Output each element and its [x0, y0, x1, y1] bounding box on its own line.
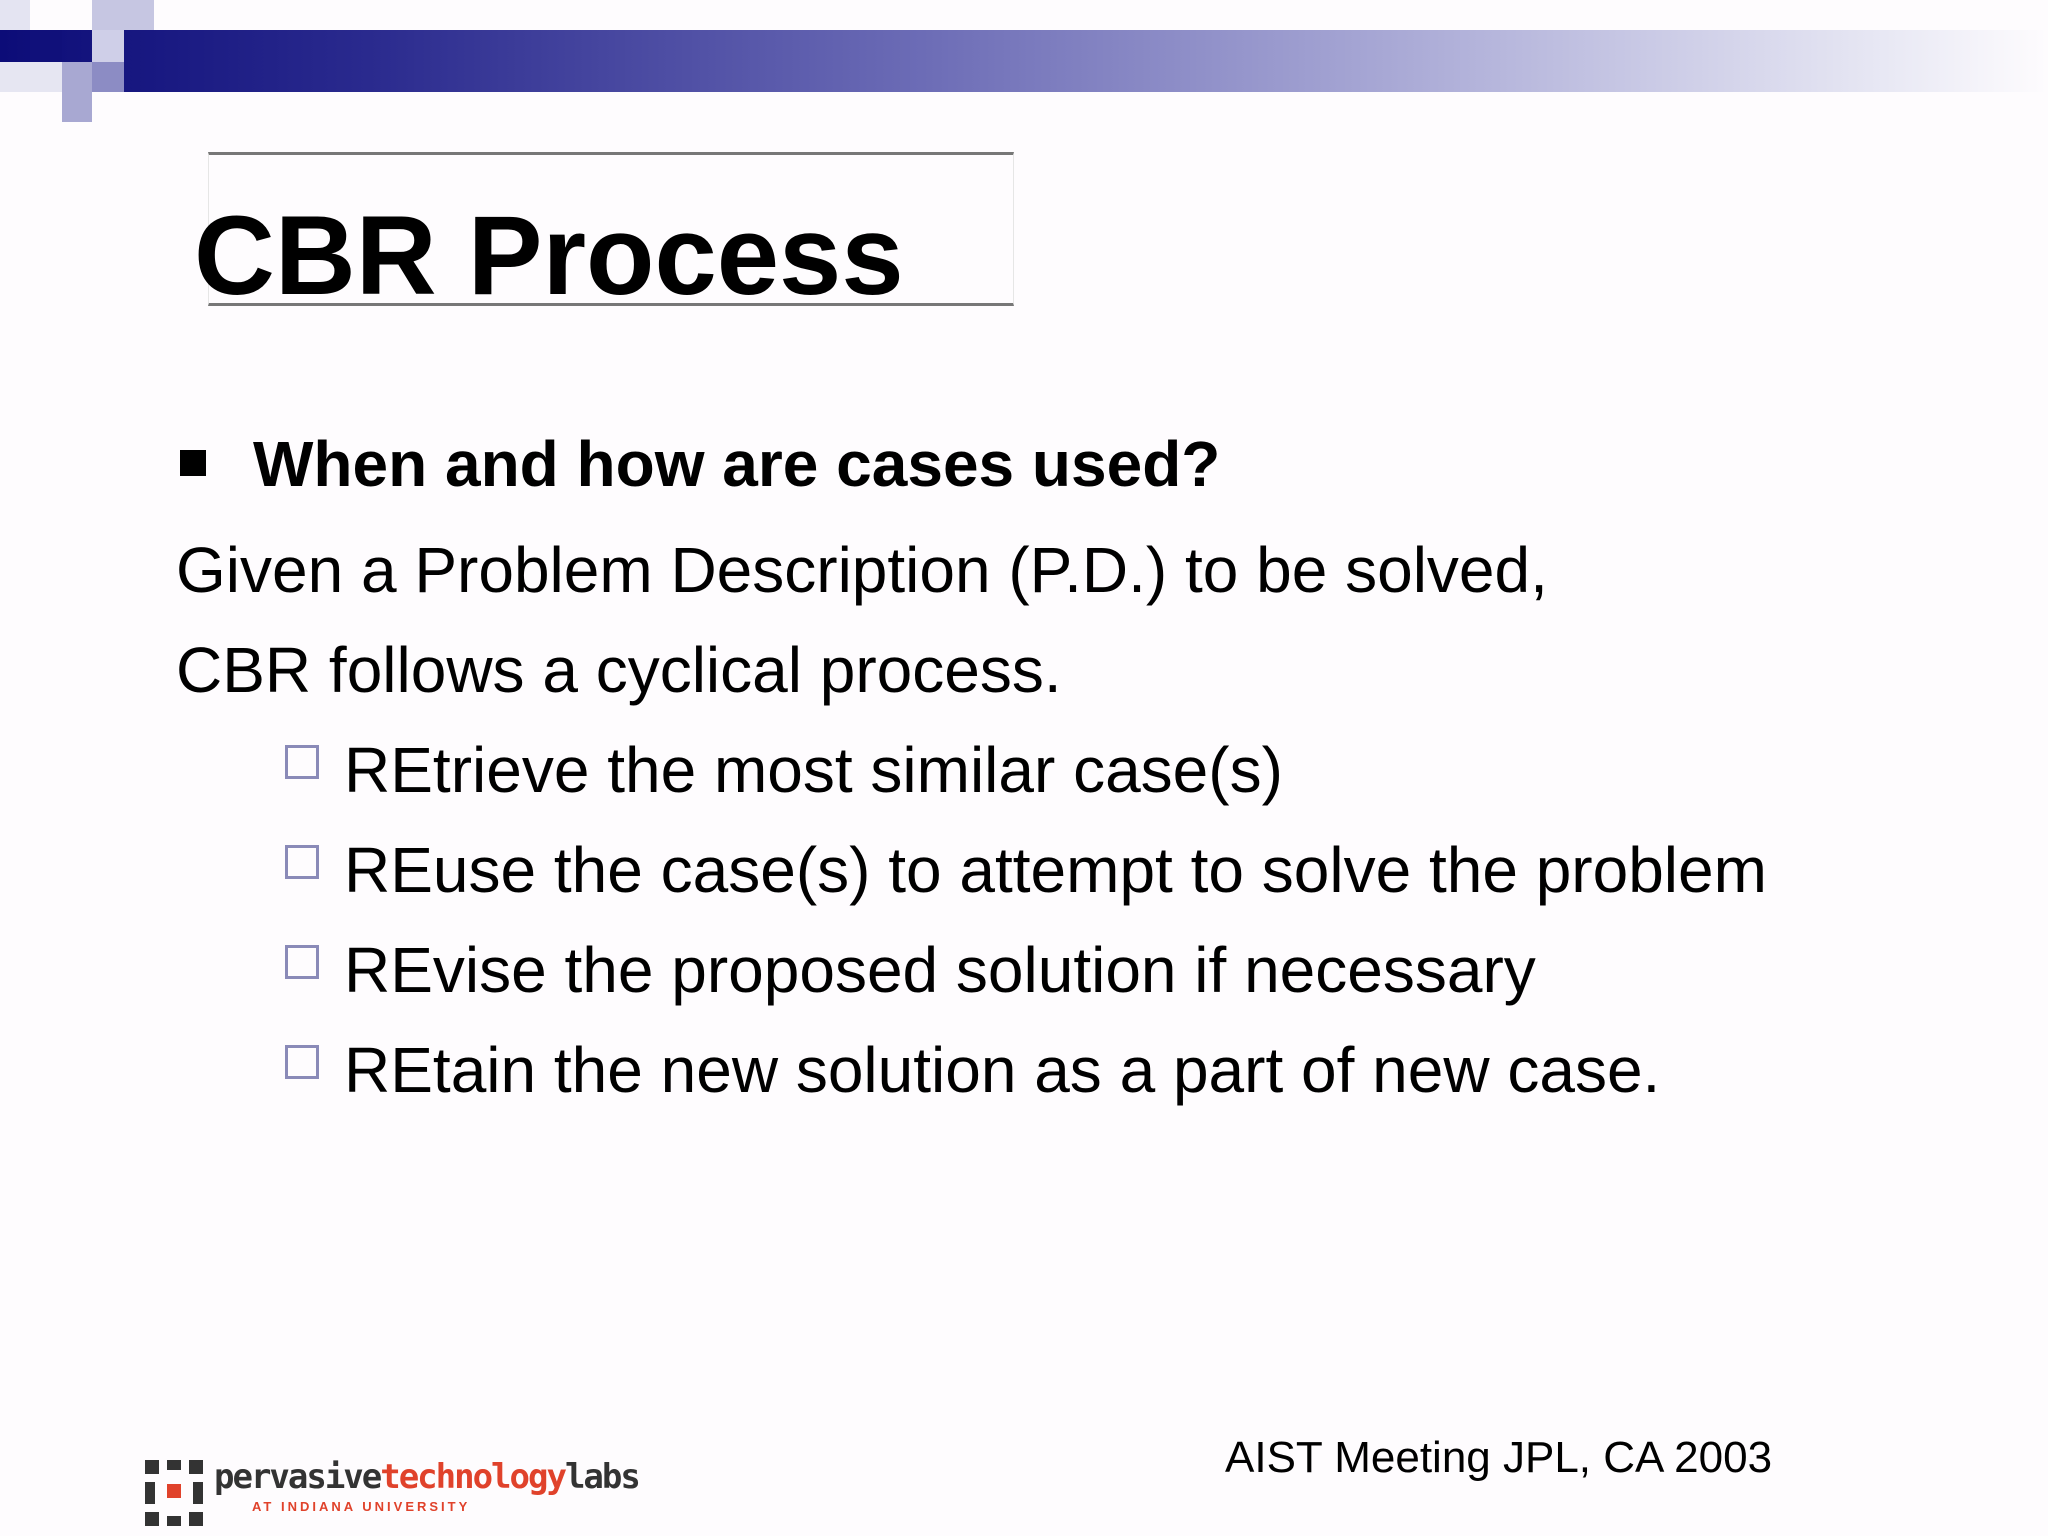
logo-word-labs: labs	[564, 1457, 639, 1497]
body-line: Given a Problem Description (P.D.) to be solved,	[176, 534, 1548, 606]
bullet-heading: When and how are cases used?	[253, 428, 1221, 500]
header-decor-square	[62, 62, 92, 122]
header-decor-square	[30, 30, 62, 62]
sub-bullet-box-icon	[285, 745, 319, 779]
sub-item-reuse: REuse the case(s) to attempt to solve the problem	[344, 834, 1767, 906]
logo-word-technology: technology	[380, 1457, 565, 1497]
sub-bullet-box-icon	[285, 845, 319, 879]
sub-item-retain: REtain the new solution as a part of new case.	[344, 1034, 1661, 1106]
slide-title: CBR Process	[194, 193, 904, 318]
footer-meeting-text: AIST Meeting JPL, CA 2003	[1225, 1433, 1773, 1482]
header-decor-square	[0, 62, 62, 92]
header-decor-square	[92, 30, 124, 62]
sub-bullet-box-icon	[285, 945, 319, 979]
header-decor-square	[92, 0, 154, 30]
pervasive-labs-logo-icon	[145, 1460, 203, 1526]
logo-wordmark	[214, 1457, 639, 1497]
header-decor-square	[0, 0, 30, 30]
sub-item-revise: REvise the proposed solution if necessary	[344, 934, 1536, 1006]
header-gradient-bar	[0, 30, 2048, 92]
logo-word-pervasive: pervasive	[214, 1457, 381, 1497]
logo-subtext: AT INDIANA UNIVERSITY	[252, 1499, 471, 1514]
sub-bullet-box-icon	[285, 1045, 319, 1079]
bullet-square-icon	[180, 450, 206, 476]
body-line: CBR follows a cyclical process.	[176, 634, 1062, 706]
sub-item-retrieve: REtrieve the most similar case(s)	[344, 734, 1283, 806]
header-decor-square	[92, 62, 124, 92]
